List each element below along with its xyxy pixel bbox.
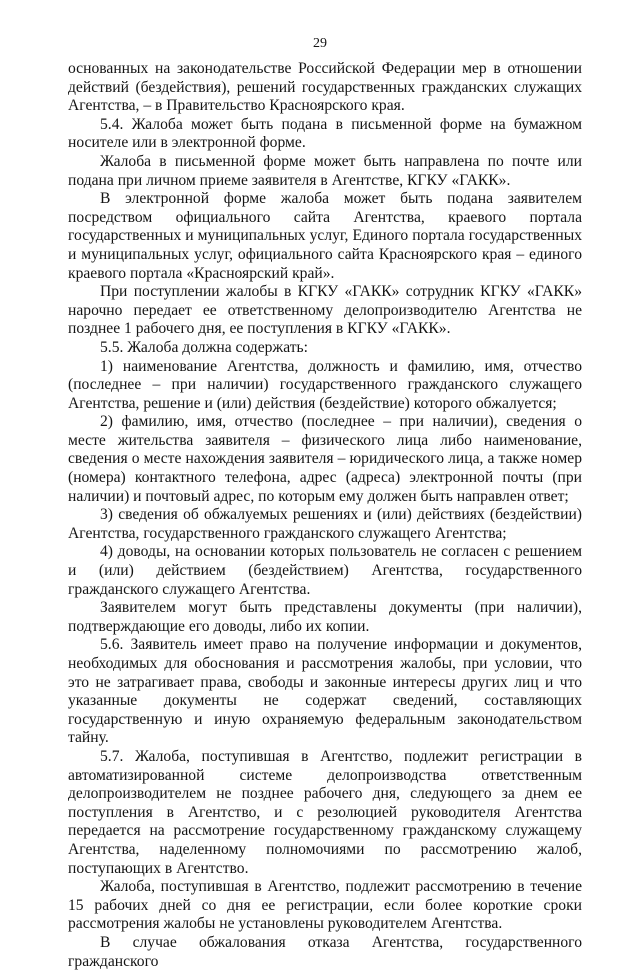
list-item-2: 2) фамилию, имя, отчество (последнее – при наличии), сведения о месте жительства заявителя – физического лица либо наименование, сведения о месте нахождения заявителя – юридического лица, а также номер (номера) контактного телефона, адрес (адреса) электронной почты (при наличии) и почтовый адрес, по которым ему должен быть направлен ответ; [68, 413, 582, 505]
paragraph-documents: Заявителем могут быть представлены документы (при наличии), подтверждающие его доводы, либо их копии. [68, 599, 582, 635]
paragraph-5-7: 5.7. Жалоба, поступившая в Агентство, подлежит регистрации в автоматизированной системе делопроизводства ответственным делопроизводителем не позднее рабочего дня, следующего за днем ее поступления в Агентство, и с резолюцией руководителя Агентства передается на рассмотрение государственному гражданскому служащему Агентства, наделенному полномочиями по рассмотрению жалоб, поступающих в Агентство. [68, 747, 582, 877]
page-number: 29 [313, 36, 327, 51]
paragraph-5-5: 5.5. Жалоба должна содержать: [100, 338, 308, 356]
paragraph-refusal: В случае обжалования отказа Агентства, государственного гражданского [68, 933, 582, 970]
paragraph-gakk-receipt: При поступлении жалобы в КГКУ «ГАКК» сотрудник КГКУ «ГАКК» нарочно передает ее ответственному делопроизводителю Агентства не позднее 1 рабочего дня, ее поступления в КГКУ «ГАКК». [68, 283, 582, 338]
paragraph-written-form: Жалоба в письменной форме может быть направлена по почте или подана при личном приеме заявителя в Агентстве, КГКУ «ГАКК». [68, 152, 582, 189]
paragraph-continuation: основанных на законодательстве Российской Федерации мер в отношении действий (бездействия), решений государственных гражданских служащих Агентства, – в Правительство Красноярского края. [68, 60, 582, 115]
paragraph-electronic-form: В электронной форме жалоба может быть подана заявителем посредством официального сайта Агентства, краевого портала государственных и муниципальных услуг, Единого портала государственных и муниципальных услуг, официального сайта Красноярского края – единого краевого портала «Красноярский край». [68, 190, 582, 282]
list-item-1: 1) наименование Агентства, должность и фамилию, имя, отчество (последнее – при наличии) государственного гражданского служащего Агентства, решение и (или) действия (бездействие) которого обжалуется; [68, 357, 582, 412]
paragraph-5-4: 5.4. Жалоба может быть подана в письменной форме на бумажном носителе или в электронной форме. [68, 115, 582, 152]
list-item-4: 4) доводы, на основании которых пользователь не согласен с решением и (или) действием (бездействием) Агентства, государственного гражданского служащего Агентства. [68, 543, 582, 598]
list-item-3: 3) сведения об обжалуемых решениях и (или) действиях (бездействии) Агентства, государственного гражданского служащего Агентства; [68, 506, 582, 542]
paragraph-5-6: 5.6. Заявитель имеет право на получение информации и документов, необходимых для обоснования и рассмотрения жалобы, при условии, что это не затрагивает права, свободы и законные интересы других лиц и что указанные документы не содержат сведений, составляющих государственную и иную охраняемую федеральным законодательством тайну. [68, 636, 582, 747]
document-body [68, 60, 582, 971]
paragraph-review-period: Жалоба, поступившая в Агентство, подлежит рассмотрению в течение 15 рабочих дней со дня ее регистрации, если более короткие сроки рассмотрения жалобы не установлены руководителем Агентства. [68, 878, 582, 933]
